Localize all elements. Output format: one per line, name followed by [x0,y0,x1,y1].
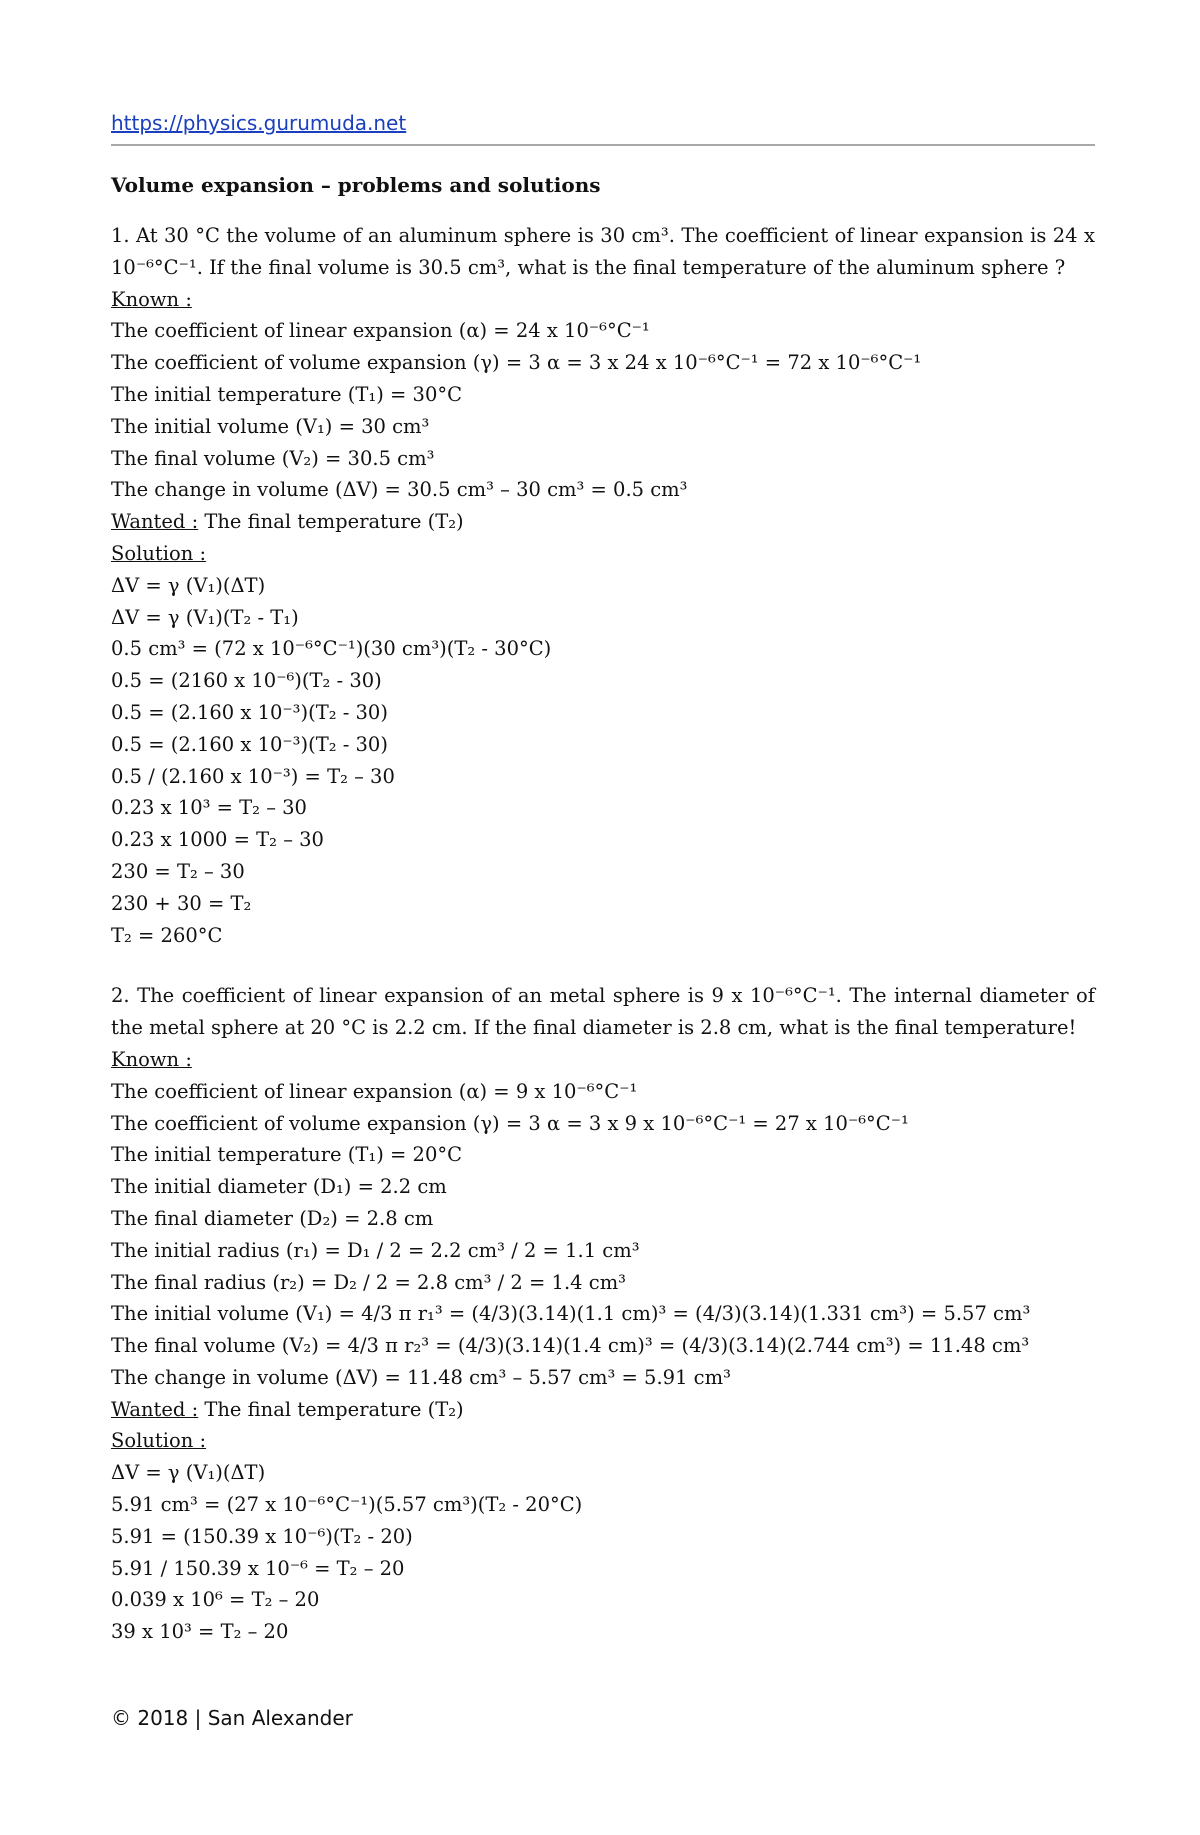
problem-1-solution-line: 0.5 = (2.160 x 10⁻³)(T₂ - 30) [111,732,388,756]
problem-2-known-line: The coefficient of volume expansion (γ) = 3 α = 3 x 9 x 10⁻⁶°C⁻¹ = 27 x 10⁻⁶°C⁻¹ [111,1111,909,1135]
problem-2-solution-line: 0.039 x 10⁶ = T₂ – 20 [111,1588,320,1612]
problem-2-known-line: The final volume (V₂) = 4/3 π r₂³ = (4/3)(3.14)(1.4 cm)³ = (4/3)(3.14)(2.744 cm³) = 11.48 cm³ [111,1334,1030,1358]
problem-2-solution-line: 5.91 cm³ = (27 x 10⁻⁶°C⁻¹)(5.57 cm³)(T₂ - 20°C) [111,1493,583,1517]
header-link[interactable]: https://physics.gurumuda.net [111,111,407,135]
problem-2-known-line: The change in volume (ΔV) = 11.48 cm³ – 5.57 cm³ = 5.91 cm³ [111,1365,731,1389]
problem-1-solution-line: T₂ = 260°C [111,923,223,947]
problem-2-solution-line: ΔV = γ (V₁)(ΔT) [111,1461,266,1485]
problem-1-known-line: The initial temperature (T₁) = 30°C [111,382,463,406]
problem-2-solution-line: 39 x 10³ = T₂ – 20 [111,1620,289,1644]
problem-1-solution-line: 0.23 x 10³ = T₂ – 30 [111,796,307,820]
problem-1-known-line: The final volume (V₂) = 30.5 cm³ [111,446,435,470]
document-page [111,108,1095,1648]
problem-1-solution-line: 0.5 / (2.160 x 10⁻³) = T₂ – 30 [111,764,395,788]
problem-1-solution-line: ΔV = γ (V₁)(T₂ - T₁) [111,605,299,629]
problem-1-solution-line: 0.5 = (2160 x 10⁻⁶)(T₂ - 30) [111,669,382,693]
problem-1-wanted-text: The final temperature (T₂) [198,510,464,534]
problem-2-known-line: The initial temperature (T₁) = 20°C [111,1143,463,1167]
document-body [111,220,1095,1648]
page-title: Volume expansion – problems and solutions [111,173,601,197]
problem-1-known-line: The coefficient of linear expansion (α) = 24 x 10⁻⁶°C⁻¹ [111,319,650,343]
problem-2-wanted-text: The final temperature (T₂) [198,1397,464,1421]
footer-copyright: © 2018 | San Alexander [111,1706,353,1730]
problem-1-solution-label: Solution : [111,541,207,565]
problem-2-known-line: The initial diameter (D₁) = 2.2 cm [111,1175,447,1199]
problem-1-solution-line: 0.5 cm³ = (72 x 10⁻⁶°C⁻¹)(30 cm³)(T₂ - 30°C) [111,637,552,661]
problem-2-solution-label: Solution : [111,1429,207,1453]
problem-2-solution-line: 5.91 = (150.39 x 10⁻⁶)(T₂ - 20) [111,1524,413,1548]
problem-1-known-label: Known : [111,287,192,311]
problem-1-solution-line: 0.5 = (2.160 x 10⁻³)(T₂ - 30) [111,700,388,724]
header-divider [111,144,1095,146]
problem-1-solution-line: 230 = T₂ – 30 [111,859,245,883]
problem-2-known-line: The coefficient of linear expansion (α) = 9 x 10⁻⁶°C⁻¹ [111,1079,638,1103]
problem-1-solution-line: ΔV = γ (V₁)(ΔT) [111,573,266,597]
problem-2-wanted-label: Wanted : [111,1397,199,1421]
problem-2-wanted-line [111,1394,1095,1426]
problem-1-known-line: The change in volume (ΔV) = 30.5 cm³ – 30 cm³ = 0.5 cm³ [111,478,688,502]
problem-1-known-line: The coefficient of volume expansion (γ) = 3 α = 3 x 24 x 10⁻⁶°C⁻¹ = 72 x 10⁻⁶°C⁻¹ [111,351,922,375]
problem-1-statement: 1. At 30 °C the volume of an aluminum sphere is 30 cm³. The coefficient of linear expansion is 24 x 10⁻⁶°C⁻¹. If the final volume is 30.5 cm³, what is the final temperature of the aluminum sphere ? [111,224,1095,279]
problem-1-known-line: The initial volume (V₁) = 30 cm³ [111,414,430,438]
problem-2-statement: 2. The coefficient of linear expansion of an metal sphere is 9 x 10⁻⁶°C⁻¹. The internal diameter of the metal sphere at 20 °C is 2.2 cm. If the final diameter is 2.8 cm, what is the final temperature! [111,984,1095,1040]
problem-2-known-line: The final radius (r₂) = D₂ / 2 = 2.8 cm³ / 2 = 1.4 cm³ [111,1270,626,1294]
problem-2-known-label: Known : [111,1047,192,1071]
problem-1-solution-line: 230 + 30 = T₂ [111,891,252,915]
problem-2-known-line: The final diameter (D₂) = 2.8 cm [111,1206,434,1230]
problem-2-solution-line: 5.91 / 150.39 x 10⁻⁶ = T₂ – 20 [111,1556,405,1580]
problem-2-known-line: The initial radius (r₁) = D₁ / 2 = 2.2 cm³ / 2 = 1.1 cm³ [111,1238,640,1262]
problem-1-wanted-line [111,506,1095,538]
problem-1-solution-line: 0.23 x 1000 = T₂ – 30 [111,828,324,852]
problem-1-wanted-label: Wanted : [111,510,199,534]
section-spacer [111,951,1095,980]
problem-2-known-line: The initial volume (V₁) = 4/3 π r₁³ = (4/3)(3.14)(1.1 cm)³ = (4/3)(3.14)(1.331 cm³) = 5.57 cm³ [111,1302,1031,1326]
